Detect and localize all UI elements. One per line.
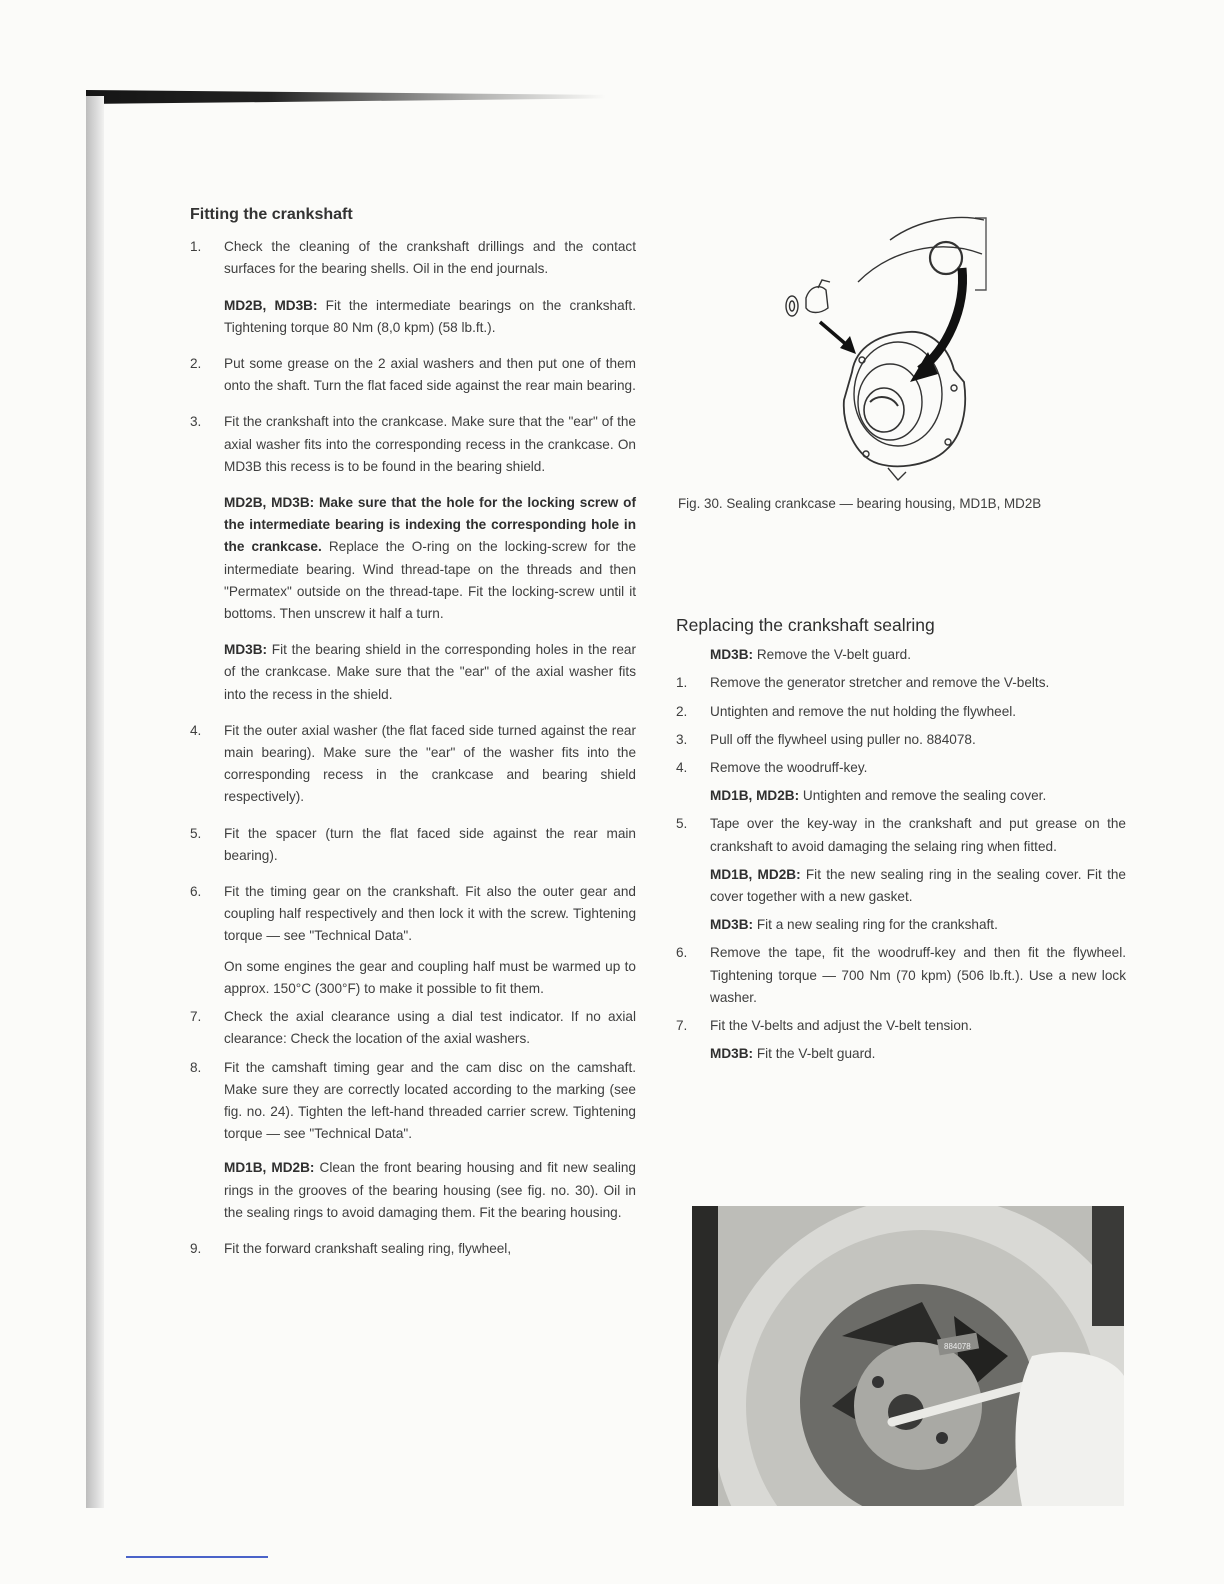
flywheel-puller-illustration <box>692 1206 1124 1506</box>
step-number: 1. <box>676 675 688 691</box>
step-number: 6. <box>676 945 688 961</box>
step-number: 4. <box>676 760 688 776</box>
step-text: Untighten and remove the nut holding the flywheel. <box>710 703 1017 719</box>
note-label: MD3B: <box>710 647 754 663</box>
page-spine-shadow <box>86 96 104 1508</box>
section-heading-replacing-sealring: Replacing the crankshaft sealring <box>676 615 935 635</box>
step-number: 3. <box>676 731 688 747</box>
step-text: Check the cleaning of the crankshaft drillings and the contact surfaces for the bearing shells. Oil in the end journals. <box>224 239 636 277</box>
step-text: Fit the spacer (turn the flat faced side against the rear main bearing). <box>224 825 636 863</box>
step-text: Remove the generator stretcher and remove the V-belts. <box>710 675 1050 691</box>
step-5 <box>190 823 636 867</box>
step-6 <box>190 881 636 948</box>
step-number: 1. <box>190 239 202 255</box>
step-9 <box>190 1238 636 1260</box>
note-text: Untighten and remove the sealing cover. <box>799 788 1047 804</box>
right-column <box>676 614 1126 1071</box>
note-md2b-md3b-locking-screw <box>190 492 636 625</box>
note-label: MD2B, MD3B: <box>224 297 318 313</box>
note-label: MD3B: <box>710 1046 754 1062</box>
note-label: MD1B, MD2B: <box>710 788 800 804</box>
step-text: Fit the camshaft timing gear and the cam disc on the camshaft. Make sure they are correctly located according to the marking (see fig. no. 24). Tighten the left-hand threaded carrier screw. Tightening torque — see "Technical Data". <box>224 1059 636 1142</box>
step-text: Check the axial clearance using a dial test indicator. If no axial clearance: Check the location of the axial washers. <box>224 1009 636 1047</box>
note-text: Fit the bearing shield in the corresponding holes in the rear of the crankcase. Make sure that the "ear" of the axial washer fits into the recess in the shield. <box>224 642 636 702</box>
step-text: Remove the woodruff-key. <box>710 760 868 776</box>
note-label: MD2B, MD3B: Make sure that the hole for the locking screw of the intermediate bearing is indexing the corresponding hole in the crankcase. <box>224 495 636 555</box>
note-text: Fit the intermediate bearings on the crankshaft. Tightening torque 80 Nm (8,0 kpm) (58 lb.ft.). <box>224 297 636 335</box>
note-md1b-md2b-new-sealing-ring <box>676 864 1126 908</box>
step-text: Remove the tape, fit the woodruff-key and then fit the flywheel. Tightening torque — 700 Nm (70 kpm) (506 lb.ft.). Use a new lock washer. <box>710 945 1126 1005</box>
step-text: Fit the timing gear on the crankshaft. Fit also the outer gear and coupling half respectively and then lock it with the screw. Tightening torque — see "Technical Data". <box>224 884 636 944</box>
step-1 <box>190 236 636 280</box>
note-md3b-new-sealing-ring <box>676 914 1126 936</box>
flywheel-puller-photo <box>692 1206 1124 1506</box>
step-text: Put some grease on the 2 axial washers and then put one of them onto the shaft. Turn the flat faced side against the rear main bearing. <box>224 356 636 394</box>
step-number: 8. <box>190 1059 202 1075</box>
note-md3b-fit-guard <box>676 1043 1126 1065</box>
step-text: Fit the crankshaft into the crankcase. Make sure that the "ear" of the axial washer fits into the corresponding recess in the crankcase. On MD3B this recess is to be found in the bearing shield. <box>224 414 636 474</box>
note-md1b-md2b-sealing-cover <box>676 785 1126 807</box>
note-md3b-remove-guard <box>676 644 1126 666</box>
step-number: 7. <box>676 1018 688 1034</box>
step-2 <box>676 701 1126 723</box>
step-number: 2. <box>190 356 202 372</box>
step-text: Fit the forward crankshaft sealing ring, flywheel, <box>224 1240 512 1256</box>
note-warm-gear <box>190 956 636 1000</box>
step-number: 7. <box>190 1009 202 1025</box>
note-text: Fit the V-belt guard. <box>753 1046 876 1062</box>
note-label: MD3B: <box>224 642 268 658</box>
step-7 <box>190 1006 636 1050</box>
left-column <box>190 204 636 1274</box>
step-6 <box>676 942 1126 1009</box>
section-heading-fitting-crankshaft: Fitting the crankshaft <box>190 206 353 223</box>
step-4 <box>676 757 1126 779</box>
note-md2b-md3b-intermediate-bearings <box>190 295 636 339</box>
step-text: Pull off the flywheel using puller no. 884078. <box>710 731 976 747</box>
step-number: 4. <box>190 722 202 738</box>
note-md3b-bearing-shield <box>190 639 636 706</box>
figure-30-bearing-housing-drawing <box>770 210 1000 495</box>
bottom-rule <box>126 1556 268 1558</box>
figure-30-caption: Fig. 30. Sealing crankcase — bearing housing, MD1B, MD2B <box>678 496 1042 511</box>
step-4 <box>190 720 636 809</box>
step-3 <box>676 729 1126 751</box>
note-text: Replace the O-ring on the locking-screw for the intermediate bearing. Wind thread-tape on the threads and then "Permatex" outside on the thread-tape. Fit the locking-screw until it bottoms. Then unscrew it half a turn. <box>224 539 636 622</box>
step-number: 2. <box>676 703 688 719</box>
step-number: 5. <box>190 825 202 841</box>
step-text: Fit the outer axial washer (the flat faced side turned against the rear main bearing). Make sure the "ear" of the washer fits into the corresponding recess in the crankcase and bearing shield respectively). <box>224 722 636 805</box>
step-7 <box>676 1015 1126 1037</box>
step-number: 3. <box>190 414 202 430</box>
step-number: 5. <box>676 816 688 832</box>
top-rule <box>86 90 606 104</box>
step-number: 9. <box>190 1240 202 1256</box>
step-2 <box>190 353 636 397</box>
step-5 <box>676 813 1126 857</box>
note-text: Clean the front bearing housing and fit new sealing rings in the grooves of the bearing housing (see fig. no. 30). Oil in the sealing rings to avoid damaging them. Fit the bearing housing. <box>224 1160 636 1220</box>
note-label: MD1B, MD2B: <box>224 1160 315 1176</box>
step-3 <box>190 411 636 478</box>
note-text: Fit a new sealing ring for the crankshaft. <box>753 917 998 933</box>
note-label: MD3B: <box>710 917 754 933</box>
note-text: Remove the V-belt guard. <box>753 647 911 663</box>
step-1 <box>676 672 1126 694</box>
step-text: Tape over the key-way in the crankshaft and put grease on the crankshaft to avoid damaging the selaing ring when fitted. <box>710 816 1126 854</box>
step-number: 6. <box>190 884 202 900</box>
note-text: On some engines the gear and coupling half must be warmed up to approx. 150°C (300°F) to make it possible to fit them. <box>224 958 636 996</box>
note-label: MD1B, MD2B: <box>710 866 801 882</box>
note-text: Fit the new sealing ring in the sealing cover. Fit the cover together with a new gasket. <box>710 866 1126 905</box>
puller-tool-number: 884078 <box>944 1342 971 1351</box>
step-8 <box>190 1057 636 1146</box>
note-md1b-md2b-front-bearing <box>190 1157 636 1224</box>
step-text: Fit the V-belts and adjust the V-belt tension. <box>710 1018 973 1034</box>
